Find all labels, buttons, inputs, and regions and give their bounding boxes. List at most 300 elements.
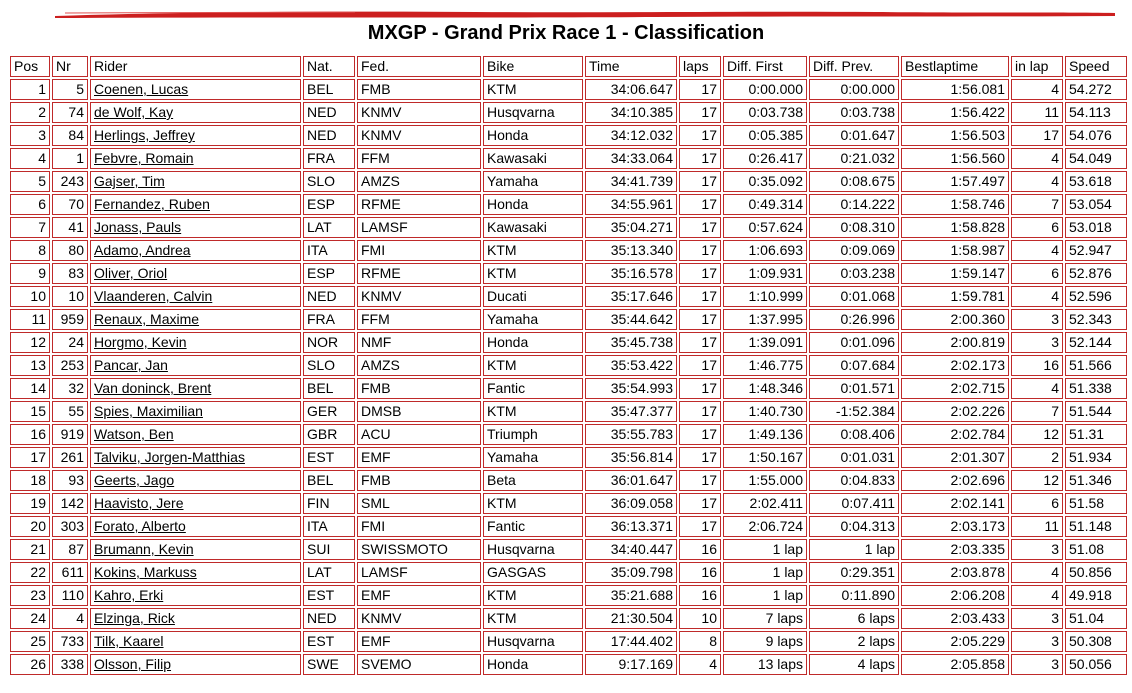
table-row [10,493,1127,514]
cell-fed: SML [357,493,481,514]
cell-nr: 4 [52,608,88,629]
cell-pos: 16 [10,424,50,445]
cell-diff-prev: 0:09.069 [809,240,899,261]
rider-link[interactable]: Febvre, Romain [94,150,194,166]
cell-in-lap: 6 [1011,493,1063,514]
cell-speed: 51.934 [1065,447,1127,468]
rider-link[interactable]: Horgmo, Kevin [94,334,187,350]
cell-nat: BEL [303,79,355,100]
rider-link[interactable]: Watson, Ben [94,426,174,442]
cell-diff-prev: 0:08.310 [809,217,899,238]
cell-time: 35:44.642 [585,309,677,330]
cell-time: 35:16.578 [585,263,677,284]
cell-diff-first: 1:37.995 [723,309,807,330]
rider-link[interactable]: Talviku, Jorgen-Matthias [94,449,245,465]
cell-rider [90,493,301,514]
cell-diff-prev: 0:03.238 [809,263,899,284]
table-row [10,171,1127,192]
cell-speed: 51.544 [1065,401,1127,422]
cell-nat: NED [303,608,355,629]
cell-bestlaptime: 2:02.696 [901,470,1009,491]
cell-laps: 17 [679,79,721,100]
cell-nr: 733 [52,631,88,652]
table-row [10,447,1127,468]
rider-link[interactable]: Pancar, Jan [94,357,168,373]
cell-rider [90,608,301,629]
cell-rider [90,79,301,100]
cell-rider [90,585,301,606]
rider-link[interactable]: Gajser, Tim [94,173,165,189]
cell-fed: SWISSMOTO [357,539,481,560]
cell-in-lap: 6 [1011,263,1063,284]
header-in-lap: in lap [1011,56,1063,77]
cell-diff-first: 0:05.385 [723,125,807,146]
cell-rider [90,286,301,307]
table-row [10,631,1127,652]
cell-pos: 3 [10,125,50,146]
cell-fed: FFM [357,309,481,330]
cell-nr: 253 [52,355,88,376]
cell-diff-first: 7 laps [723,608,807,629]
rider-link[interactable]: Haavisto, Jere [94,495,184,511]
cell-diff-first: 1 lap [723,562,807,583]
cell-time: 36:09.058 [585,493,677,514]
cell-pos: 26 [10,654,50,675]
cell-diff-first: 1:49.136 [723,424,807,445]
cell-nr: 10 [52,286,88,307]
cell-nr: 41 [52,217,88,238]
rider-link[interactable]: Renaux, Maxime [94,311,200,327]
rider-link[interactable]: Spies, Maximilian [94,403,203,419]
cell-speed: 51.148 [1065,516,1127,537]
cell-laps: 17 [679,470,721,491]
cell-fed: FMB [357,378,481,399]
rider-link[interactable]: Elzinga, Rick [94,610,175,626]
cell-bike: Honda [483,125,583,146]
cell-bestlaptime: 1:56.503 [901,125,1009,146]
cell-laps: 16 [679,585,721,606]
cell-time: 21:30.504 [585,608,677,629]
cell-diff-prev: 0:01.068 [809,286,899,307]
cell-in-lap: 17 [1011,125,1063,146]
cell-bestlaptime: 2:03.433 [901,608,1009,629]
rider-link[interactable]: de Wolf, Kay [94,104,174,120]
cell-nat: ITA [303,516,355,537]
cell-in-lap: 2 [1011,447,1063,468]
cell-laps: 16 [679,562,721,583]
cell-diff-first: 0:00.000 [723,79,807,100]
cell-fed: SVEMO [357,654,481,675]
rider-link[interactable]: Van doninck, Brent [94,380,212,396]
cell-bike: KTM [483,263,583,284]
cell-diff-prev: 0:08.406 [809,424,899,445]
cell-fed: RFME [357,194,481,215]
cell-speed: 51.338 [1065,378,1127,399]
cell-pos: 19 [10,493,50,514]
cell-in-lap: 3 [1011,539,1063,560]
cell-diff-first: 1:48.346 [723,378,807,399]
cell-fed: FMB [357,470,481,491]
cell-laps: 8 [679,631,721,652]
cell-nr: 83 [52,263,88,284]
header-time: Time [585,56,677,77]
cell-rider [90,171,301,192]
cell-in-lap: 4 [1011,286,1063,307]
cell-nr: 32 [52,378,88,399]
table-row [10,194,1127,215]
cell-diff-prev: 0:11.890 [809,585,899,606]
cell-laps: 17 [679,447,721,468]
cell-nat: FRA [303,309,355,330]
cell-time: 34:55.961 [585,194,677,215]
cell-pos: 2 [10,102,50,123]
cell-speed: 53.018 [1065,217,1127,238]
cell-bike: Fantic [483,516,583,537]
cell-laps: 17 [679,102,721,123]
table-row [10,263,1127,284]
cell-time: 35:47.377 [585,401,677,422]
rider-link[interactable]: Tilk, Kaarel [94,633,164,649]
rider-link[interactable]: Herlings, Jeffrey [94,127,195,143]
cell-diff-first: 0:49.314 [723,194,807,215]
cell-speed: 49.918 [1065,585,1127,606]
cell-rider [90,355,301,376]
cell-pos: 25 [10,631,50,652]
cell-laps: 4 [679,654,721,675]
cell-in-lap: 3 [1011,332,1063,353]
cell-in-lap: 16 [1011,355,1063,376]
cell-diff-prev: 6 laps [809,608,899,629]
cell-time: 35:55.783 [585,424,677,445]
cell-speed: 54.272 [1065,79,1127,100]
cell-diff-prev: 4 laps [809,654,899,675]
cell-fed: LAMSF [357,562,481,583]
table-row [10,470,1127,491]
classification-rows [10,79,1127,675]
cell-bike: Fantic [483,378,583,399]
cell-pos: 5 [10,171,50,192]
cell-laps: 17 [679,171,721,192]
cell-fed: KNMV [357,102,481,123]
header-bike: Bike [483,56,583,77]
cell-rider [90,102,301,123]
cell-rider [90,309,301,330]
cell-pos: 12 [10,332,50,353]
cell-in-lap: 7 [1011,401,1063,422]
cell-bestlaptime: 1:59.147 [901,263,1009,284]
cell-bike: KTM [483,401,583,422]
table-row [10,562,1127,583]
header-nr: Nr [52,56,88,77]
cell-in-lap: 4 [1011,79,1063,100]
cell-nr: 93 [52,470,88,491]
rider-link[interactable]: Kokins, Markuss [94,564,197,580]
cell-nr: 5 [52,79,88,100]
cell-pos: 1 [10,79,50,100]
cell-speed: 50.308 [1065,631,1127,652]
cell-pos: 13 [10,355,50,376]
cell-fed: RFME [357,263,481,284]
cell-bestlaptime: 2:02.173 [901,355,1009,376]
cell-in-lap: 11 [1011,102,1063,123]
cell-nat: FIN [303,493,355,514]
cell-time: 34:06.647 [585,79,677,100]
rider-link[interactable]: Brumann, Kevin [94,541,194,557]
cell-time: 9:17.169 [585,654,677,675]
cell-speed: 52.596 [1065,286,1127,307]
cell-in-lap: 4 [1011,378,1063,399]
cell-nr: 84 [52,125,88,146]
cell-pos: 15 [10,401,50,422]
cell-bike: Yamaha [483,447,583,468]
cell-in-lap: 3 [1011,631,1063,652]
rider-link[interactable]: Geerts, Jago [94,472,175,488]
cell-bestlaptime: 2:02.784 [901,424,1009,445]
table-row [10,332,1127,353]
cell-pos: 21 [10,539,50,560]
cell-nr: 70 [52,194,88,215]
cell-bestlaptime: 1:56.081 [901,79,1009,100]
cell-time: 34:41.739 [585,171,677,192]
cell-time: 35:53.422 [585,355,677,376]
cell-rider [90,562,301,583]
cell-rider [90,654,301,675]
cell-bike: Honda [483,332,583,353]
cell-pos: 23 [10,585,50,606]
cell-fed: LAMSF [357,217,481,238]
cell-laps: 17 [679,332,721,353]
cell-time: 35:56.814 [585,447,677,468]
cell-nr: 1 [52,148,88,169]
cell-bestlaptime: 2:00.360 [901,309,1009,330]
header-bestlaptime: Bestlaptime [901,56,1009,77]
cell-laps: 17 [679,401,721,422]
cell-pos: 22 [10,562,50,583]
cell-diff-first: 1 lap [723,585,807,606]
table-header-row [10,56,1127,77]
table-row [10,355,1127,376]
cell-nat: LAT [303,562,355,583]
cell-nat: SWE [303,654,355,675]
cell-nr: 611 [52,562,88,583]
cell-diff-prev: 1 lap [809,539,899,560]
rider-link[interactable]: Jonass, Pauls [94,219,182,235]
cell-diff-first: 13 laps [723,654,807,675]
cell-rider [90,401,301,422]
cell-speed: 54.076 [1065,125,1127,146]
cell-laps: 17 [679,309,721,330]
rider-link[interactable]: Kahro, Erki [94,587,164,603]
cell-diff-first: 2:02.411 [723,493,807,514]
cell-bike: Husqvarna [483,539,583,560]
cell-diff-prev: 0:07.411 [809,493,899,514]
cell-diff-prev: 0:01.031 [809,447,899,468]
header-nat: Nat. [303,56,355,77]
cell-in-lap: 12 [1011,470,1063,491]
cell-fed: FMB [357,79,481,100]
cell-speed: 51.566 [1065,355,1127,376]
cell-pos: 11 [10,309,50,330]
cell-bike: Beta [483,470,583,491]
cell-bike: Yamaha [483,171,583,192]
cell-laps: 17 [679,194,721,215]
table-row [10,217,1127,238]
cell-nat: FRA [303,148,355,169]
cell-laps: 17 [679,516,721,537]
cell-speed: 52.947 [1065,240,1127,261]
cell-nat: NED [303,125,355,146]
cell-bike: KTM [483,608,583,629]
cell-speed: 51.346 [1065,470,1127,491]
cell-in-lap: 12 [1011,424,1063,445]
cell-fed: EMF [357,585,481,606]
cell-fed: AMZS [357,355,481,376]
cell-nat: ITA [303,240,355,261]
red-brush-stroke-decoration [55,10,1115,18]
cell-bestlaptime: 2:01.307 [901,447,1009,468]
cell-laps: 17 [679,263,721,284]
cell-diff-prev: -1:52.384 [809,401,899,422]
cell-nat: SLO [303,171,355,192]
rider-link[interactable]: Adamo, Andrea [94,242,191,258]
cell-nr: 55 [52,401,88,422]
rider-link[interactable]: Fernandez, Ruben [94,196,210,212]
cell-bike: KTM [483,240,583,261]
cell-bestlaptime: 2:02.226 [901,401,1009,422]
cell-bike: Kawasaki [483,148,583,169]
cell-nr: 24 [52,332,88,353]
rider-link[interactable]: Forato, Alberto [94,518,186,534]
cell-nat: ESP [303,194,355,215]
table-row [10,309,1127,330]
cell-diff-prev: 0:04.833 [809,470,899,491]
header-rider: Rider [90,56,301,77]
cell-rider [90,378,301,399]
cell-pos: 24 [10,608,50,629]
cell-laps: 17 [679,125,721,146]
cell-rider [90,125,301,146]
cell-in-lap: 4 [1011,240,1063,261]
cell-pos: 9 [10,263,50,284]
rider-link[interactable]: Coenen, Lucas [94,81,189,97]
cell-bestlaptime: 1:56.422 [901,102,1009,123]
cell-laps: 17 [679,217,721,238]
cell-time: 35:17.646 [585,286,677,307]
cell-bike: KTM [483,79,583,100]
cell-laps: 17 [679,424,721,445]
cell-speed: 52.343 [1065,309,1127,330]
cell-time: 35:04.271 [585,217,677,238]
cell-speed: 53.618 [1065,171,1127,192]
cell-bestlaptime: 2:06.208 [901,585,1009,606]
cell-in-lap: 3 [1011,309,1063,330]
cell-rider [90,240,301,261]
cell-in-lap: 6 [1011,217,1063,238]
cell-bestlaptime: 1:59.781 [901,286,1009,307]
table-row [10,539,1127,560]
cell-nr: 87 [52,539,88,560]
table-row [10,79,1127,100]
cell-nat: SUI [303,539,355,560]
rider-link[interactable]: Vlaanderen, Calvin [94,288,213,304]
table-row [10,585,1127,606]
table-row [10,516,1127,537]
rider-link[interactable]: Olsson, Filip [94,656,172,672]
cell-time: 35:45.738 [585,332,677,353]
cell-bestlaptime: 2:03.878 [901,562,1009,583]
cell-diff-first: 2:06.724 [723,516,807,537]
cell-bestlaptime: 2:05.229 [901,631,1009,652]
cell-nat: GBR [303,424,355,445]
cell-rider [90,424,301,445]
cell-laps: 17 [679,286,721,307]
header-diff-first: Diff. First [723,56,807,77]
cell-nat: NED [303,286,355,307]
cell-laps: 17 [679,355,721,376]
cell-rider [90,217,301,238]
table-row [10,148,1127,169]
cell-rider [90,516,301,537]
cell-bike: Ducati [483,286,583,307]
cell-pos: 8 [10,240,50,261]
cell-time: 34:12.032 [585,125,677,146]
cell-in-lap: 4 [1011,171,1063,192]
cell-pos: 6 [10,194,50,215]
page-title: MXGP - Grand Prix Race 1 - Classification [367,22,765,44]
cell-pos: 14 [10,378,50,399]
cell-time: 35:13.340 [585,240,677,261]
cell-bestlaptime: 2:02.715 [901,378,1009,399]
cell-fed: FFM [357,148,481,169]
cell-nr: 142 [52,493,88,514]
table-row [10,654,1127,675]
cell-diff-first: 1:06.693 [723,240,807,261]
cell-diff-prev: 0:01.571 [809,378,899,399]
cell-pos: 7 [10,217,50,238]
cell-bike: KTM [483,493,583,514]
cell-speed: 53.054 [1065,194,1127,215]
cell-diff-prev: 0:01.647 [809,125,899,146]
cell-nr: 303 [52,516,88,537]
header-laps: laps [679,56,721,77]
cell-rider [90,447,301,468]
table-row [10,608,1127,629]
cell-rider [90,332,301,353]
cell-fed: EMF [357,631,481,652]
cell-bike: Honda [483,654,583,675]
cell-time: 36:01.647 [585,470,677,491]
table-row [10,286,1127,307]
cell-bestlaptime: 2:05.858 [901,654,1009,675]
cell-rider [90,631,301,652]
cell-diff-first: 1:50.167 [723,447,807,468]
cell-fed: EMF [357,447,481,468]
cell-nat: NED [303,102,355,123]
cell-speed: 50.056 [1065,654,1127,675]
cell-diff-prev: 0:26.996 [809,309,899,330]
cell-fed: NMF [357,332,481,353]
cell-bestlaptime: 1:58.746 [901,194,1009,215]
cell-nr: 919 [52,424,88,445]
rider-link[interactable]: Oliver, Oriol [94,265,168,281]
cell-pos: 4 [10,148,50,169]
cell-time: 35:09.798 [585,562,677,583]
table-row [10,125,1127,146]
cell-diff-prev: 0:03.738 [809,102,899,123]
table-row [10,424,1127,445]
cell-laps: 17 [679,378,721,399]
cell-in-lap: 11 [1011,516,1063,537]
